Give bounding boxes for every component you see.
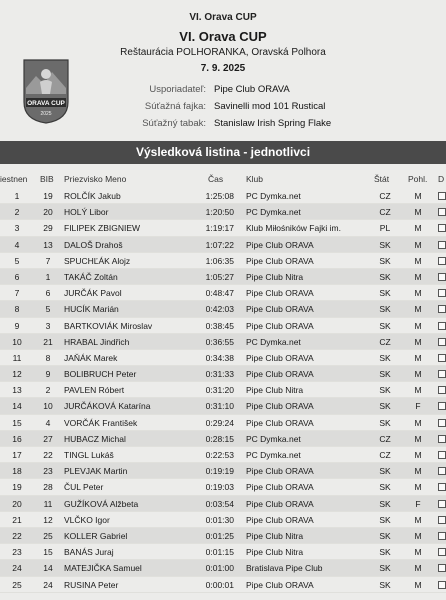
club-cell: PC Dymka.net (246, 450, 301, 460)
info-label: Súťažný tabak: (142, 118, 206, 129)
time-cell: 0:19:19 (205, 466, 234, 477)
gender-cell: M (414, 352, 422, 363)
row-checkbox[interactable] (438, 564, 446, 572)
name-cell: GUŽÍKOVÁ Alžbeta (64, 498, 139, 509)
col-time: Čas (208, 174, 224, 184)
col-bib: BIB (40, 174, 54, 184)
rank-cell: 21 (12, 514, 22, 525)
rank-cell: 18 (12, 466, 22, 477)
time-cell: 0:01:00 (205, 563, 234, 574)
club-cell: Pipe Club Nitra (246, 530, 304, 541)
row-checkbox[interactable] (438, 370, 446, 378)
table-header (0, 168, 446, 188)
time-cell: 1:25:08 (205, 191, 234, 201)
gender-cell: M (414, 514, 422, 525)
col-rank: iestnen (0, 174, 28, 184)
info-value: Pipe Club ORAVA (214, 84, 290, 95)
table-row (0, 528, 446, 544)
info-value: Stanislaw Irish Spring Flake (214, 118, 332, 129)
time-cell: 0:01:15 (205, 547, 234, 558)
row-checkbox[interactable] (438, 548, 446, 556)
results-table (0, 188, 446, 593)
name-cell: JURČÁK Pavol (64, 288, 122, 299)
gender-cell: M (414, 255, 422, 266)
club-cell: Klub Miłośników Fajki im. (246, 223, 341, 234)
table-row (0, 479, 446, 495)
bib-cell: 14 (43, 563, 53, 574)
state-cell: SK (379, 530, 391, 541)
table-row (0, 544, 446, 560)
club-cell: Pipe Club Nitra (246, 271, 304, 282)
rank-cell: 8 (14, 304, 20, 315)
gender-cell: M (414, 271, 422, 282)
bib-cell: 24 (43, 579, 53, 590)
row-checkbox[interactable] (438, 500, 446, 508)
rank-cell: 23 (12, 547, 22, 558)
gender-cell: M (414, 223, 422, 234)
rank-cell: 7 (14, 288, 20, 299)
time-cell: 1:20:50 (205, 207, 234, 218)
bib-cell: 2 (45, 385, 51, 396)
bib-cell: 8 (45, 352, 51, 363)
name-cell: BANÁS Juraj (64, 547, 114, 558)
row-checkbox[interactable] (438, 322, 446, 330)
info-pipe (0, 101, 446, 115)
name-cell: ČUL Peter (64, 482, 104, 493)
gender-cell: M (414, 239, 422, 250)
state-cell: CZ (379, 207, 391, 218)
name-cell: JAŇÁK Marek (64, 352, 118, 363)
club-cell: Pipe Club ORAVA (246, 417, 314, 428)
bib-cell: 6 (45, 288, 51, 299)
name-cell: ROLČÍK Jakub (64, 191, 121, 201)
table-row (0, 334, 446, 350)
table-row (0, 431, 446, 447)
info-organizer (0, 84, 446, 98)
time-cell: 0:31:10 (205, 401, 234, 412)
state-cell: SK (379, 514, 391, 525)
name-cell: SPUCHĽÁK Alojz (64, 255, 131, 266)
state-cell: SK (379, 304, 391, 315)
bib-cell: 7 (45, 255, 51, 266)
club-cell: Pipe Club Nitra (246, 385, 304, 396)
gender-cell: M (414, 288, 422, 299)
row-checkbox[interactable] (438, 224, 446, 232)
row-checkbox[interactable] (438, 386, 446, 394)
club-cell: Pipe Club ORAVA (246, 579, 314, 590)
rank-cell: 20 (12, 498, 22, 509)
row-checkbox[interactable] (438, 532, 446, 540)
top-title: VI. Orava CUP (189, 12, 257, 23)
gender-cell: M (414, 482, 422, 493)
table-row (0, 382, 446, 398)
state-cell: SK (379, 255, 391, 266)
rank-cell: 11 (12, 352, 22, 363)
table-row (0, 188, 446, 204)
time-cell: 0:48:47 (205, 288, 234, 299)
table-row (0, 447, 446, 463)
club-cell: Pipe Club ORAVA (246, 255, 314, 266)
table-row (0, 560, 446, 576)
table-row (0, 301, 446, 317)
club-cell: Pipe Club ORAVA (246, 514, 314, 525)
gender-cell: M (414, 579, 422, 590)
bib-cell: 29 (43, 223, 53, 234)
logo-text: ORAVA CUP (27, 100, 65, 107)
club-cell: Pipe Club ORAVA (246, 369, 314, 380)
gender-cell: M (414, 450, 422, 460)
info-label: Usporiadateľ: (149, 84, 206, 95)
table-row (0, 237, 446, 253)
state-cell: SK (379, 547, 391, 558)
club-cell: Pipe Club ORAVA (246, 482, 314, 493)
name-cell: KOLLER Gabriel (64, 530, 128, 541)
name-cell: VLČKO Igor (64, 514, 110, 525)
row-checkbox[interactable] (438, 419, 446, 427)
time-cell: 0:28:15 (205, 433, 234, 444)
state-cell: SK (379, 401, 391, 412)
club-cell: Pipe Club ORAVA (246, 239, 314, 250)
state-cell: SK (379, 369, 391, 380)
club-cell: PC Dymka.net (246, 433, 301, 444)
state-cell: CZ (379, 450, 391, 460)
state-cell: SK (379, 385, 391, 396)
rank-cell: 15 (12, 417, 22, 428)
club-cell: PC Dymka.net (246, 336, 301, 347)
rank-cell: 14 (12, 401, 22, 412)
rank-cell: 3 (14, 223, 20, 234)
time-cell: 0:19:03 (205, 482, 234, 493)
gender-cell: M (414, 385, 422, 396)
name-cell: FILIPEK ZBIGNIEW (64, 223, 141, 234)
bib-cell: 25 (43, 530, 53, 541)
bib-cell: 19 (43, 191, 53, 201)
state-cell: SK (379, 563, 391, 574)
bib-cell: 13 (43, 239, 53, 250)
gender-cell: F (415, 401, 421, 412)
time-cell: 0:31:20 (205, 385, 234, 396)
event-header (0, 28, 446, 76)
state-cell: SK (379, 579, 391, 590)
bib-cell: 27 (43, 433, 53, 444)
table-row (0, 366, 446, 382)
gender-cell: M (414, 207, 422, 218)
table-row (0, 220, 446, 236)
row-checkbox[interactable] (438, 208, 446, 216)
time-cell: 0:00:01 (205, 579, 234, 590)
state-cell: SK (379, 466, 391, 477)
row-checkbox[interactable] (438, 354, 446, 362)
time-cell: 0:22:53 (205, 450, 234, 460)
club-cell: Pipe Club ORAVA (246, 304, 314, 315)
table-row (0, 577, 446, 593)
name-cell: MATEJIČKA Samuel (64, 563, 142, 574)
bib-cell: 5 (45, 304, 51, 315)
bib-cell: 23 (43, 466, 53, 477)
rank-cell: 1 (14, 191, 20, 201)
club-cell: PC Dymka.net (246, 207, 301, 218)
row-checkbox[interactable] (438, 435, 446, 443)
rank-cell: 12 (12, 369, 22, 380)
rank-cell: 5 (14, 255, 20, 266)
rank-cell: 4 (14, 239, 20, 250)
row-checkbox[interactable] (438, 273, 446, 281)
table-row (0, 350, 446, 366)
state-cell: CZ (379, 336, 391, 347)
bib-cell: 28 (43, 482, 53, 493)
gender-cell: M (414, 320, 422, 331)
row-checkbox[interactable] (438, 257, 446, 265)
row-checkbox[interactable] (438, 581, 446, 589)
state-cell: PL (379, 223, 391, 234)
bib-cell: 10 (43, 401, 53, 412)
info-label: Súťažná fajka: (144, 101, 206, 112)
club-cell: Bratislava Pipe Club (246, 563, 323, 574)
row-checkbox[interactable] (438, 516, 446, 524)
time-cell: 0:29:24 (205, 417, 234, 428)
rank-cell: 22 (12, 530, 22, 541)
club-cell: Pipe Club ORAVA (246, 466, 314, 477)
club-cell: Pipe Club ORAVA (246, 352, 314, 363)
time-cell: 0:38:45 (205, 320, 234, 331)
time-cell: 0:34:38 (205, 352, 234, 363)
row-checkbox[interactable] (438, 338, 446, 346)
rank-cell: 6 (14, 271, 20, 282)
col-club: Klub (246, 174, 264, 184)
col-gender: Pohl. (408, 174, 428, 184)
row-checkbox[interactable] (438, 305, 446, 313)
bib-cell: 3 (45, 320, 51, 331)
time-cell: 0:01:25 (205, 530, 234, 541)
state-cell: SK (379, 320, 391, 331)
rank-cell: 13 (12, 385, 22, 396)
name-cell: RUSINA Peter (64, 579, 119, 590)
table-row (0, 253, 446, 269)
rank-cell: 2 (14, 207, 20, 218)
name-cell: HUCÍK Marián (64, 304, 119, 315)
bib-cell: 11 (43, 498, 53, 509)
table-row (0, 318, 446, 334)
bib-cell: 22 (43, 450, 53, 460)
table-row (0, 204, 446, 220)
time-cell: 0:03:54 (205, 498, 234, 509)
time-cell: 1:07:22 (205, 239, 234, 250)
club-cell: Pipe Club ORAVA (246, 401, 314, 412)
name-cell: HOLÝ Libor (64, 207, 109, 218)
gender-cell: M (414, 304, 422, 315)
state-cell: SK (379, 352, 391, 363)
info-value: Savinelli mod 101 Rustical (214, 101, 326, 112)
time-cell: 1:06:35 (205, 255, 234, 266)
row-checkbox[interactable] (438, 289, 446, 297)
name-cell: VORČÁK František (64, 417, 138, 428)
info-tobacco (0, 118, 446, 132)
event-venue: Reštaurácia POLHORANKA, Oravská Polhora (120, 47, 326, 58)
time-cell: 0:42:03 (205, 304, 234, 315)
name-cell: DALOŠ Drahoš (64, 239, 123, 250)
col-state: Štát (374, 174, 390, 184)
state-cell: SK (379, 498, 391, 509)
club-cell: PC Dymka.net (246, 191, 301, 201)
name-cell: TINGL Lukáš (64, 450, 114, 460)
state-cell: CZ (379, 191, 391, 201)
bib-cell: 12 (43, 514, 53, 525)
bib-cell: 9 (45, 369, 51, 380)
gender-cell: M (414, 336, 422, 347)
row-checkbox[interactable] (438, 402, 446, 410)
bib-cell: 4 (45, 417, 51, 428)
club-cell: Pipe Club ORAVA (246, 288, 314, 299)
bib-cell: 15 (43, 547, 53, 558)
state-cell: SK (379, 482, 391, 493)
row-checkbox[interactable] (438, 467, 446, 475)
rank-cell: 9 (14, 320, 20, 331)
state-cell: CZ (379, 433, 391, 444)
table-row (0, 269, 446, 285)
row-checkbox[interactable] (438, 451, 446, 459)
time-cell: 1:19:17 (205, 223, 234, 234)
rank-cell: 10 (12, 336, 22, 347)
name-cell: BOLIBRUCH Peter (64, 369, 137, 380)
results-title-band: Výsledková listina - jednotlivci (0, 141, 446, 164)
table-row (0, 496, 446, 512)
event-date: 7. 9. 2025 (200, 63, 246, 74)
club-cell: Pipe Club ORAVA (246, 498, 314, 509)
rank-cell: 25 (12, 579, 22, 590)
gender-cell: M (414, 369, 422, 380)
gender-cell: M (414, 547, 422, 558)
row-checkbox[interactable] (438, 192, 446, 200)
gender-cell: F (415, 498, 421, 509)
gender-cell: M (414, 563, 422, 574)
logo-year: 2025 (40, 111, 52, 117)
row-checkbox[interactable] (438, 241, 446, 249)
table-row (0, 285, 446, 301)
event-title: VI. Orava CUP (179, 29, 267, 44)
state-cell: SK (379, 271, 391, 282)
gender-cell: M (414, 433, 422, 444)
state-cell: SK (379, 288, 391, 299)
col-name: Priezvisko Meno (64, 174, 127, 184)
gender-cell: M (414, 466, 422, 477)
bib-cell: 1 (45, 271, 51, 282)
club-cell: Pipe Club Nitra (246, 547, 304, 558)
state-cell: SK (379, 239, 391, 250)
club-cell: Pipe Club ORAVA (246, 320, 314, 331)
name-cell: TAKÁČ Zoltán (64, 271, 118, 282)
name-cell: PAVLEN Róbert (64, 385, 125, 396)
table-row (0, 463, 446, 479)
rank-cell: 19 (12, 482, 22, 493)
rank-cell: 24 (12, 563, 22, 574)
bib-cell: 21 (43, 336, 53, 347)
bib-cell: 20 (43, 207, 53, 218)
gender-cell: M (414, 191, 422, 201)
name-cell: PLEVJAK Martin (64, 466, 128, 477)
gender-cell: M (414, 530, 422, 541)
gender-cell: M (414, 417, 422, 428)
rank-cell: 16 (12, 433, 22, 444)
state-cell: SK (379, 417, 391, 428)
time-cell: 0:01:30 (205, 514, 234, 525)
rank-cell: 17 (12, 450, 22, 460)
table-row (0, 415, 446, 431)
name-cell: BARTKOVIÁK Miroslav (64, 320, 153, 331)
name-cell: JURČÁKOVÁ Katarína (64, 401, 151, 412)
name-cell: HUBACZ Michal (64, 433, 126, 444)
time-cell: 0:36:55 (205, 336, 234, 347)
time-cell: 1:05:27 (205, 271, 234, 282)
table-row (0, 398, 446, 414)
col-extra: D (438, 174, 445, 184)
row-checkbox[interactable] (438, 483, 446, 491)
name-cell: HRABAL Jindřich (64, 336, 130, 347)
time-cell: 0:31:33 (205, 369, 234, 380)
table-row (0, 512, 446, 528)
